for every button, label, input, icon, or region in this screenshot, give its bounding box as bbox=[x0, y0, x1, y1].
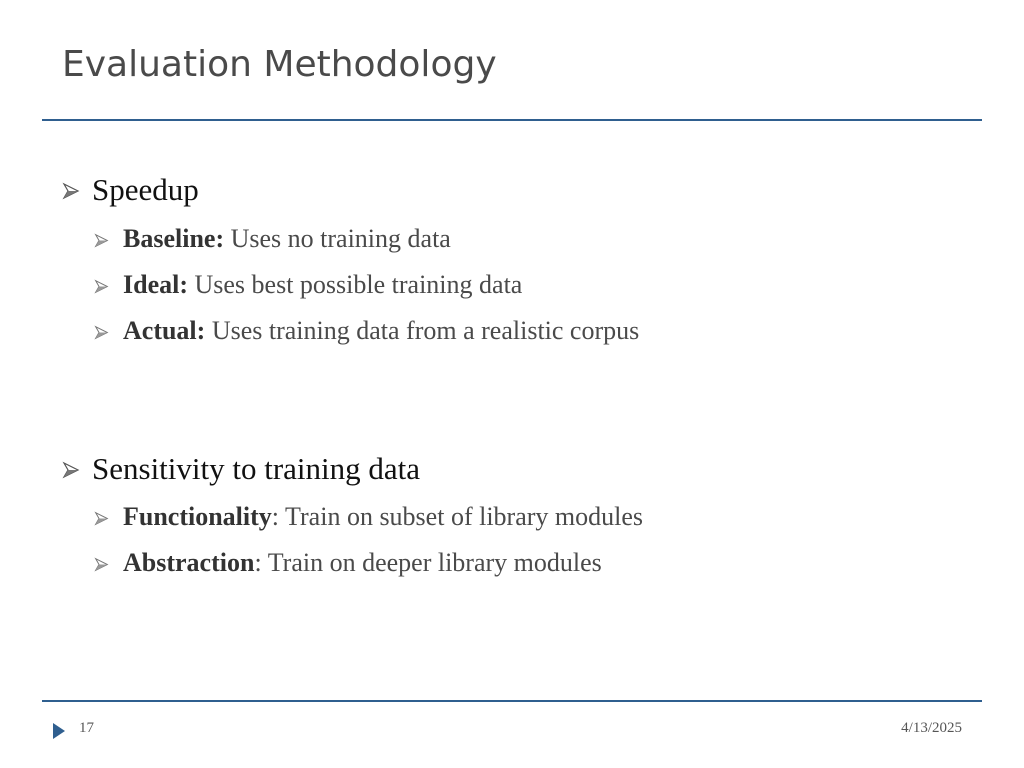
item-label: Actual: bbox=[123, 316, 206, 345]
item-label: Abstraction bbox=[123, 548, 255, 577]
item-text: : Train on deeper library modules bbox=[254, 548, 602, 577]
arrow-bullet-icon bbox=[62, 461, 80, 479]
item-text: Uses best possible training data bbox=[188, 270, 523, 299]
item-text: : Train on subset of library modules bbox=[271, 502, 644, 531]
list-item bbox=[123, 270, 522, 300]
slide-number: 17 bbox=[79, 720, 94, 736]
list-item bbox=[123, 502, 643, 532]
slide-title: Evaluation Methodology bbox=[62, 44, 497, 85]
slide-date: 4/13/2025 bbox=[901, 720, 962, 736]
arrow-bullet-icon bbox=[94, 557, 109, 572]
item-text: Uses no training data bbox=[224, 224, 451, 253]
item-label: Functionality bbox=[123, 502, 272, 531]
arrow-bullet-icon bbox=[94, 511, 109, 526]
arrow-bullet-icon bbox=[62, 182, 80, 200]
list-item bbox=[123, 224, 451, 254]
item-text: Uses training data from a realistic corpus bbox=[205, 316, 640, 345]
item-label: Ideal: bbox=[123, 270, 188, 299]
item-label: Baseline: bbox=[123, 224, 225, 253]
arrow-bullet-icon bbox=[94, 279, 109, 294]
footer-divider bbox=[42, 700, 982, 702]
arrow-bullet-icon bbox=[94, 233, 109, 248]
list-item bbox=[123, 316, 639, 346]
section-heading-speedup: Speedup bbox=[92, 172, 199, 207]
section-heading-sensitivity: Sensitivity to training data bbox=[92, 451, 421, 486]
list-item bbox=[123, 548, 602, 578]
arrow-bullet-icon bbox=[94, 325, 109, 340]
footer-triangle-icon bbox=[52, 722, 66, 740]
